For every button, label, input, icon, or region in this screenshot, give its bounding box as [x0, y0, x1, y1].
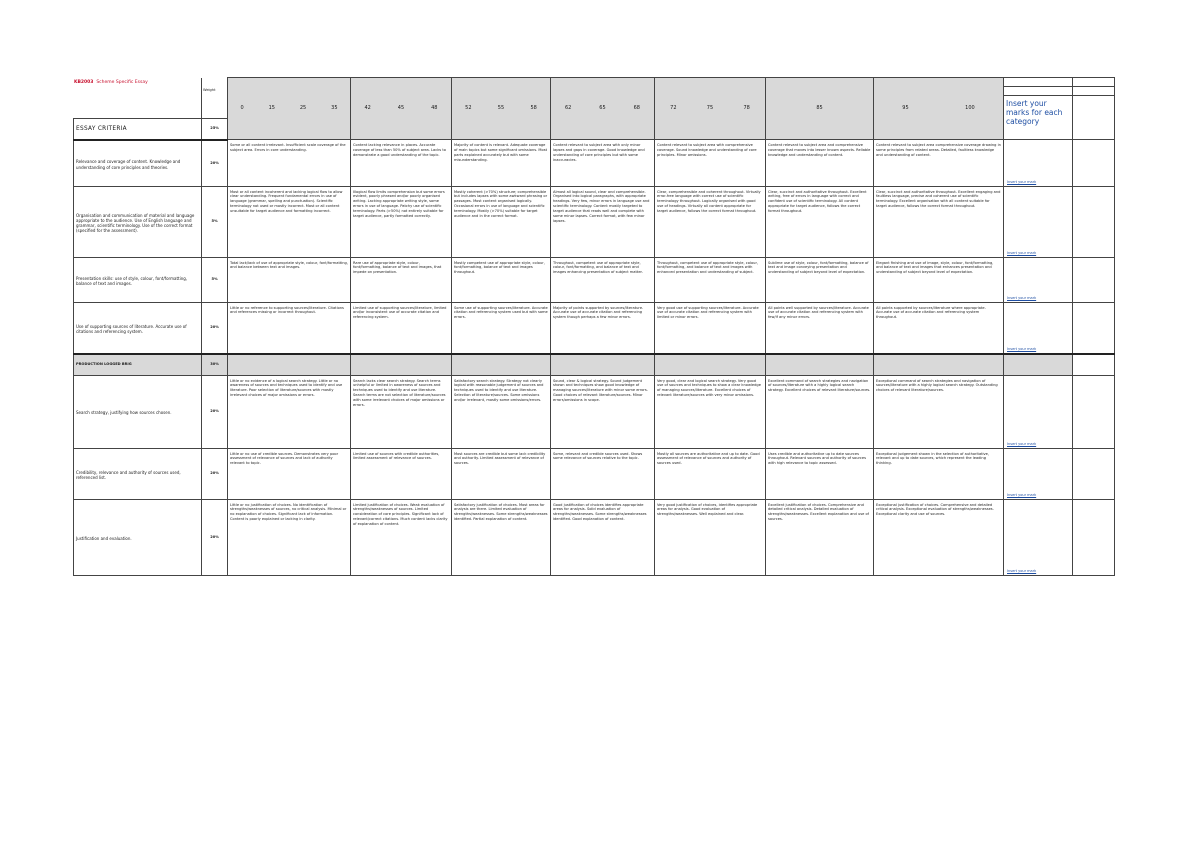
descriptor-text: Exceptional judgement shown in the selection of authoritative, relevant and up to date sources, which represent the leading thinking. [876, 451, 990, 466]
criterion-weight-cell [202, 140, 228, 187]
criterion-text: Credibility, relevance and authority of sources used, referenced list. [76, 469, 181, 480]
descriptor-text: Content relevant to subject area with only minor lapses and gaps in coverage. Good knowledge and understanding of core principles but with some inaccuracies. [553, 143, 645, 162]
blank-header-cell [74, 78, 202, 119]
descriptor-text: Content relevant to subject area with comprehensive coverage. Sound knowledge and understanding of core principles. Minor omissions. [657, 143, 757, 157]
descriptor-text: Sublime use of style, colour, font/formatting, balance of text and image conveying presentation and understanding of subject beyond level of expectation. [768, 260, 869, 275]
descriptor-text: All points supported by sources/literature where appropriate. Accurate use of accurate citation and referencing system throughout. [876, 305, 986, 320]
extra-cell [1073, 140, 1115, 187]
descriptor-cell [228, 140, 351, 187]
production-shade-6 [874, 354, 1004, 376]
essay-weight: 25% [210, 126, 219, 131]
production-section-row [74, 354, 1115, 376]
descriptor-text: Very good use of supporting sources/literature. Accurate use of accurate citation and referencing system with limited or minor errors. [657, 305, 759, 320]
descriptor-cell [655, 186, 766, 257]
descriptor-cell [766, 257, 874, 302]
descriptor-cell [655, 257, 766, 302]
criterion-text: Relevance and coverage of content. Knowledge and understanding of core principles and theories. [76, 159, 181, 170]
weight-header-cell [202, 78, 228, 119]
descriptor-cell [551, 140, 655, 187]
band-mark: 48 [431, 105, 438, 111]
descriptor-text: Sound, clear & logical strategy. Sound judgement shown and techniques show good knowledge of managing sources/literature with minor some errors. Good choices of relevant literature/sources. Minor errors/omissions in scope. [553, 378, 648, 403]
descriptor-cell [452, 302, 551, 354]
descriptor-text: Most or all content incoherent and lacking logical flow to allow clear understanding. Frequent fundamental errors in use of language (grammar, spelling and punctuation). Scientific terminology not used or mostly incorrect. Most or all content unsuitable for target audience and formatting incorrect. [230, 189, 343, 214]
band-1-marks [351, 78, 451, 138]
band-mark: 78 [743, 105, 750, 111]
descriptor-text: Majority of content is relevant. Adequate coverage of main topics but some significant omissions. Most parts explained accurately but with some misunderstanding. [454, 143, 547, 162]
descriptor-cell [351, 186, 452, 257]
descriptor-cell [874, 186, 1004, 257]
descriptor-cell [351, 448, 452, 499]
instruction-cell [1004, 78, 1073, 140]
descriptor-text: Some or all content irrelevant. Insufficient scale coverage of the subject area. Errors in core understanding. [230, 143, 346, 152]
descriptor-cell [874, 375, 1004, 448]
criterion-weight: 5% [211, 277, 218, 282]
descriptor-cell [655, 499, 766, 575]
criterion-cell [74, 140, 202, 187]
criterion-weight-cell [202, 257, 228, 302]
criterion-weight-cell [202, 302, 228, 354]
production-weight: 30% [210, 362, 219, 367]
descriptor-text: Exceptional justification of choices. Comprehensive and detailed critical analysis. Exceptional evaluation of strengths/weaknesses. Exceptional clarity and use of sources. [876, 502, 994, 517]
descriptor-cell [766, 375, 874, 448]
criterion-text: Presentation skills: use of style, colour, font/formatting, balance of text and images. [76, 275, 188, 286]
production-rows [74, 375, 1115, 575]
band-mark: 65 [599, 105, 606, 111]
descriptor-cell [452, 448, 551, 499]
band-0-marks [228, 78, 350, 138]
descriptor-text: Clear, comprehensible and coherent throughout. Virtually error-free language with correct use of scientific terminology throughout. Logically organised with good use of headings. Virtually all content appropriate for target audience, follows the correct format throughout. [657, 189, 761, 214]
descriptor-text: Little or no justification of choices. No identification of strengths/weaknesses of sources, no critical analysis. Minimal or no explanation of choices. Significant lack of information. Content is poorly explained or lacking in clarity. [230, 502, 347, 522]
descriptor-cell [874, 302, 1004, 354]
criterion-row [74, 499, 1115, 575]
band-0-header [228, 78, 351, 140]
criterion-cell [74, 448, 202, 499]
mark-entry-cell[interactable] [1004, 499, 1073, 575]
criterion-weight-cell [202, 186, 228, 257]
criterion-weight: 20% [210, 409, 219, 414]
insert-mark-link[interactable]: Insert your mark [1007, 568, 1037, 573]
band-mark: 85 [816, 105, 823, 111]
descriptor-cell [655, 375, 766, 448]
descriptor-text: Little or no reference to supporting sources/literature. Citations and references missing or incorrect throughout. [230, 305, 344, 315]
band-mark: 45 [397, 105, 405, 111]
descriptor-cell [452, 499, 551, 575]
production-shade-4 [655, 354, 766, 376]
descriptor-cell [551, 302, 655, 354]
descriptor-cell [551, 186, 655, 257]
weight-label: Weight [203, 87, 216, 92]
descriptor-cell [351, 375, 452, 448]
descriptor-text: Elegant finishing and use of image, style, colour, font/formatting, and balance of text and images that enhances presentation and understanding of subject beyond level of expectation. [876, 260, 994, 275]
criterion-weight-cell [202, 375, 228, 448]
band-6-marks [874, 78, 1003, 138]
descriptor-cell [766, 140, 874, 187]
criterion-text: Organisation and communication of material and language appropriate to the audience. Use of English language and grammar, scientific terminology. Use of the correct format (specified for the assessment). [76, 212, 195, 234]
criterion-weight: 20% [210, 325, 219, 330]
descriptor-text: Mostly coherent (>70%) structure; comprehensible but includes lapses with some awkward phrasing or passages. Most content organised logically. Occasional errors in use of language and scientific terminology. Mostly (>70%) suitable for target audience and in the correct format. [454, 189, 548, 219]
descriptor-text: Satisfactory justification of choices. Most areas for analysis are there. Limited evaluation of strengths/weaknesses. Some strengths/weaknesses identified. Partial explanation of content. [454, 502, 548, 522]
criterion-weight: 5% [211, 219, 218, 224]
descriptor-cell [228, 186, 351, 257]
criterion-text: Justification and evaluation. [76, 535, 132, 541]
descriptor-cell [228, 448, 351, 499]
production-label-cell [74, 354, 202, 376]
descriptor-cell [452, 257, 551, 302]
extra-header-cell [1073, 78, 1115, 140]
insert-mark-link[interactable]: Insert your mark [1007, 250, 1037, 255]
production-shade-1 [351, 354, 452, 376]
descriptor-cell [655, 140, 766, 187]
criterion-text: Use of supporting sources of literature. Accurate use of citations and referencing system. [76, 323, 187, 334]
band-4-marks [655, 78, 765, 138]
extra-cell [1073, 499, 1115, 575]
band-2-marks [452, 78, 550, 138]
descriptor-text: Clear, succinct and authoritative throughout. Excellent writing, free of errors in language with correct and confident use of scientific terminology. All content appropriate for target audience, follows the correct format throughout. [768, 189, 867, 214]
descriptor-text: Most sources are credible but some lack credibility and authority. Limited assessment of relevance of sources. [454, 451, 546, 466]
band-mark: 15 [268, 105, 275, 111]
band-mark: 35 [331, 105, 338, 111]
header-row [74, 78, 1115, 119]
production-shade-5 [766, 354, 874, 376]
descriptor-cell [766, 302, 874, 354]
band-4-header [655, 78, 766, 140]
criterion-row [74, 140, 1115, 187]
descriptor-text: Excellent command of search strategies and navigation of sources/literature with a highly logical search strategy. Excellent choices of relevant literature/sources. [768, 378, 871, 393]
criterion-weight: 20% [210, 534, 219, 539]
descriptor-text: All points well supported by sources/literature. Accurate use of accurate citation and referencing system with few/if any minor errors. [768, 305, 869, 320]
criterion-cell [74, 499, 202, 575]
band-mark: 68 [633, 105, 640, 111]
production-shade-0 [228, 354, 351, 376]
criterion-weight: 20% [210, 471, 219, 476]
band-5-marks [766, 78, 873, 138]
descriptor-text: Almost all logical sound, clear and comprehensible. Organised into logical paragraphs, with appropriate headings. Very few, minor errors in language use and scientific terminology. Content mostly targeted to target audience that reads well and complete with some minor lapses. Correct format, with few minor lapses. [553, 189, 650, 223]
descriptor-cell [874, 257, 1004, 302]
descriptor-text: Excellent justification of choices. Comprehensive and detailed critical analysis. Detailed evaluation of strengths/weaknesses. Excellent explanation and use of sources. [768, 502, 869, 522]
mark-entry-cell[interactable] [1004, 448, 1073, 499]
extra-cell [1073, 186, 1115, 257]
descriptor-cell [228, 257, 351, 302]
descriptor-cell [452, 375, 551, 448]
descriptor-text: Content lacking relevance in places. Accurate coverage of less than 50% of subject area. Lacks to demonstrate a good understanding of the topic. [353, 143, 446, 157]
criterion-row [74, 186, 1115, 257]
band-6-header [874, 78, 1004, 140]
descriptor-text: Search lacks clear search strategy. Search terms unhelpful or limited in awareness of sources and techniques used to identify and use literature. Search terms are not selection of literature/sources with some irrelevant choices of major omissions or errors. [353, 378, 446, 408]
band-mark: 52 [465, 105, 472, 111]
mark-entry-cell[interactable] [1004, 186, 1073, 257]
descriptor-cell [551, 448, 655, 499]
criterion-weight: 20% [210, 160, 219, 165]
criterion-weight-cell [202, 448, 228, 499]
band-mark: 72 [670, 105, 677, 111]
descriptor-cell [551, 499, 655, 575]
descriptor-cell [351, 302, 452, 354]
descriptor-text: Majority of points supported by sources/literature. Accurate use of accurate citation and referencing system though perhaps a few minor errors. [553, 305, 644, 320]
extra-cell [1073, 302, 1115, 354]
document-title: Scheme Specific Essay [96, 80, 148, 85]
insert-mark-link[interactable]: Insert your mark [1007, 346, 1037, 351]
descriptor-cell [766, 186, 874, 257]
criterion-row [74, 257, 1115, 302]
band-mark: 62 [564, 105, 572, 111]
descriptor-text: Rare use of appropriate style, colour, font/formatting, balance of text and images, that impede on presentation. [353, 260, 442, 275]
mark-entry-cell[interactable] [1004, 302, 1073, 354]
descriptor-cell [452, 186, 551, 257]
extra-cell [1073, 375, 1115, 448]
descriptor-text: Satisfactory search strategy. Strategy not clearly logical with reasonable judgement of sources and techniques used to identify and use literature. Selection of literature/sources. Some omissions and/or irrelevant, mostly some omissions/errors. [454, 378, 544, 403]
insert-mark-link[interactable]: Insert your mark [1007, 295, 1037, 300]
criterion-cell [74, 302, 202, 354]
descriptor-text: Total lack/lack of use of appropriate style, colour, font/formatting, and balance between text and images. [230, 260, 348, 270]
marking-rubric-table [73, 77, 1115, 576]
mark-entry-cell[interactable] [1004, 140, 1073, 187]
criterion-weight-cell [202, 499, 228, 575]
descriptor-cell [351, 257, 452, 302]
descriptor-text: Exceptional command of search strategies and navigation of sources/literature with a highly logical search strategy. Outstanding choices of relevant literature/sources. [876, 378, 998, 393]
descriptor-text: Little or no evidence of a logical search strategy. Little or no awareness of sources and techniques used to identify and use literature. Poor selection of literature/sources with mostly irrelevant choices of major omissions or errors. [230, 378, 343, 398]
band-mark: 25 [299, 105, 307, 111]
essay-weight-cell [202, 118, 228, 140]
extra-cell [1073, 257, 1115, 302]
descriptor-text: Limited use of sources with credible authorities, limited assessment of relevance of sources. [353, 451, 440, 461]
descriptor-text: Good justification of choices identifies appropriate areas for analysis. Solid evaluation of strengths/weaknesses. Some strengths/weaknesses identified. Good explanation of content. [553, 502, 647, 522]
descriptor-cell [766, 499, 874, 575]
descriptor-cell [655, 448, 766, 499]
descriptor-cell [228, 375, 351, 448]
band-mark: 75 [706, 105, 714, 111]
descriptor-text: Very good justification of choices, identifies appropriate areas for analysis. Good evaluation of strengths/weaknesses. Well explained and clear. [657, 502, 758, 517]
descriptor-text: Little or no use of credible sources. Demonstrates very poor assessment of relevance of sources and lack of authority relevant to topic. [230, 451, 339, 466]
descriptor-text: Content relevant to subject area comprehensive coverage drawing in some principles from related areas. Detailed, faultless knowledge and understanding of content. [876, 143, 1001, 157]
criterion-row [74, 375, 1115, 448]
descriptor-text: Some, relevant and credible sources used. Shows some relevance of sources relative to the topic. [553, 451, 643, 461]
criterion-cell [74, 257, 202, 302]
production-extra-cell [1073, 354, 1115, 376]
criterion-cell [74, 375, 202, 448]
descriptor-cell [874, 140, 1004, 187]
module-code: KB2003 [74, 80, 94, 85]
descriptor-text: Throughout, competent use of appropriate style, colour, font/formatting, and balance of text and images with enhanced presentation and understanding of subject. [657, 260, 759, 275]
mark-entry-cell[interactable] [1004, 375, 1073, 448]
descriptor-cell [766, 448, 874, 499]
instruction-text: Insert your marks for each category [1006, 99, 1063, 126]
descriptor-text: Some use of supporting sources/literature. Accurate citation and referencing system used but with some errors. [454, 305, 548, 320]
descriptor-cell [351, 140, 452, 187]
band-5-header [766, 78, 874, 140]
descriptor-cell [551, 257, 655, 302]
band-mark: 55 [497, 105, 505, 111]
extra-cell [1073, 448, 1115, 499]
descriptor-text: Very good, clear and logical search strategy. Very good use of sources and techniques to show a clear knowledge of managing sources/literature. Excellent choices of relevant literature/sources with very minor omissions. [657, 378, 761, 398]
criterion-text: Search strategy, justifying how sources chosen. [76, 410, 172, 416]
descriptor-text: Uses credible and authoritative up to date sources throughout. Relevant sources and authority of sources with high relevance to topic assessed. [768, 451, 866, 466]
band-2-header [452, 78, 551, 140]
mark-entry-cell[interactable] [1004, 257, 1073, 302]
production-label: PRODUCTION LOGGED BRIG [76, 362, 132, 367]
descriptor-cell [228, 302, 351, 354]
insert-mark-link[interactable]: Insert your mark [1007, 179, 1037, 184]
insert-mark-link[interactable]: Insert your mark [1007, 492, 1037, 497]
descriptor-cell [655, 302, 766, 354]
production-shade-7 [1004, 354, 1073, 376]
band-mark: 0 [240, 105, 244, 111]
criterion-row [74, 448, 1115, 499]
criterion-cell [74, 186, 202, 257]
descriptor-text: Mostly all sources are authoritative and up to date. Good assessment of relevance of sources and authority of sources used. [657, 451, 760, 466]
band-mark: 42 [364, 105, 371, 111]
band-1-header [351, 78, 452, 140]
band-mark: 95 [902, 105, 909, 111]
descriptor-cell [228, 499, 351, 575]
criterion-row [74, 302, 1115, 354]
band-mark: 100 [965, 105, 975, 111]
essay-criteria-label-cell [74, 118, 202, 140]
descriptor-cell [874, 499, 1004, 575]
descriptor-text: Limited justification of choices. Weak evaluation of strengths/weaknesses of sources. Limited consideration of core principles. Significant lack of relevant/correct citations. Much content lacks clarity of explanation of content. [353, 502, 448, 527]
descriptor-text: Limited use of supporting sources/literature, limited and/or inconsistent use of accurate citation and referencing system. [353, 305, 447, 320]
band-3-header [551, 78, 655, 140]
descriptor-text: Mostly competent use of appropriate style, colour, font/formatting, balance of text and images throughout. [454, 260, 545, 275]
descriptor-text: Illogical flow limits comprehension but some errors evident, poorly phrased and/or poorly organised writing. Lacking appropriate writing style, some errors in use of language. Patchy use of scientific terminology. Parts (>50%) not entirely suitable for target audience, partly formatted correctly. [353, 189, 445, 219]
production-shade-3 [551, 354, 655, 376]
descriptor-cell [351, 499, 452, 575]
production-shade-2 [452, 354, 551, 376]
essay-criteria-label: ESSAY CRITERIA [76, 125, 127, 132]
essay-rows [74, 140, 1115, 354]
descriptor-cell [551, 375, 655, 448]
production-weight-cell [202, 354, 228, 376]
descriptor-text: Throughout, competent use of appropriate style, colour, font/formatting, and balance of text and images enhancing presentation of subject matter. [553, 260, 643, 275]
insert-mark-link[interactable]: Insert your mark [1007, 441, 1037, 446]
descriptor-cell [452, 140, 551, 187]
descriptor-text: Content relevant to subject area and comprehensive coverage that moves into lesser known aspects. Reliable knowledge and understanding of content. [768, 143, 871, 157]
descriptor-text: Clear, succinct and authoritative throughout. Excellent engaging and faultless language, precise and coherent use of scientific terminology. Excellent organisation with all content suitable for target audience, follows the correct format throughout. [876, 189, 1001, 209]
band-3-marks [551, 78, 654, 138]
band-mark: 58 [530, 105, 537, 111]
descriptor-cell [874, 448, 1004, 499]
